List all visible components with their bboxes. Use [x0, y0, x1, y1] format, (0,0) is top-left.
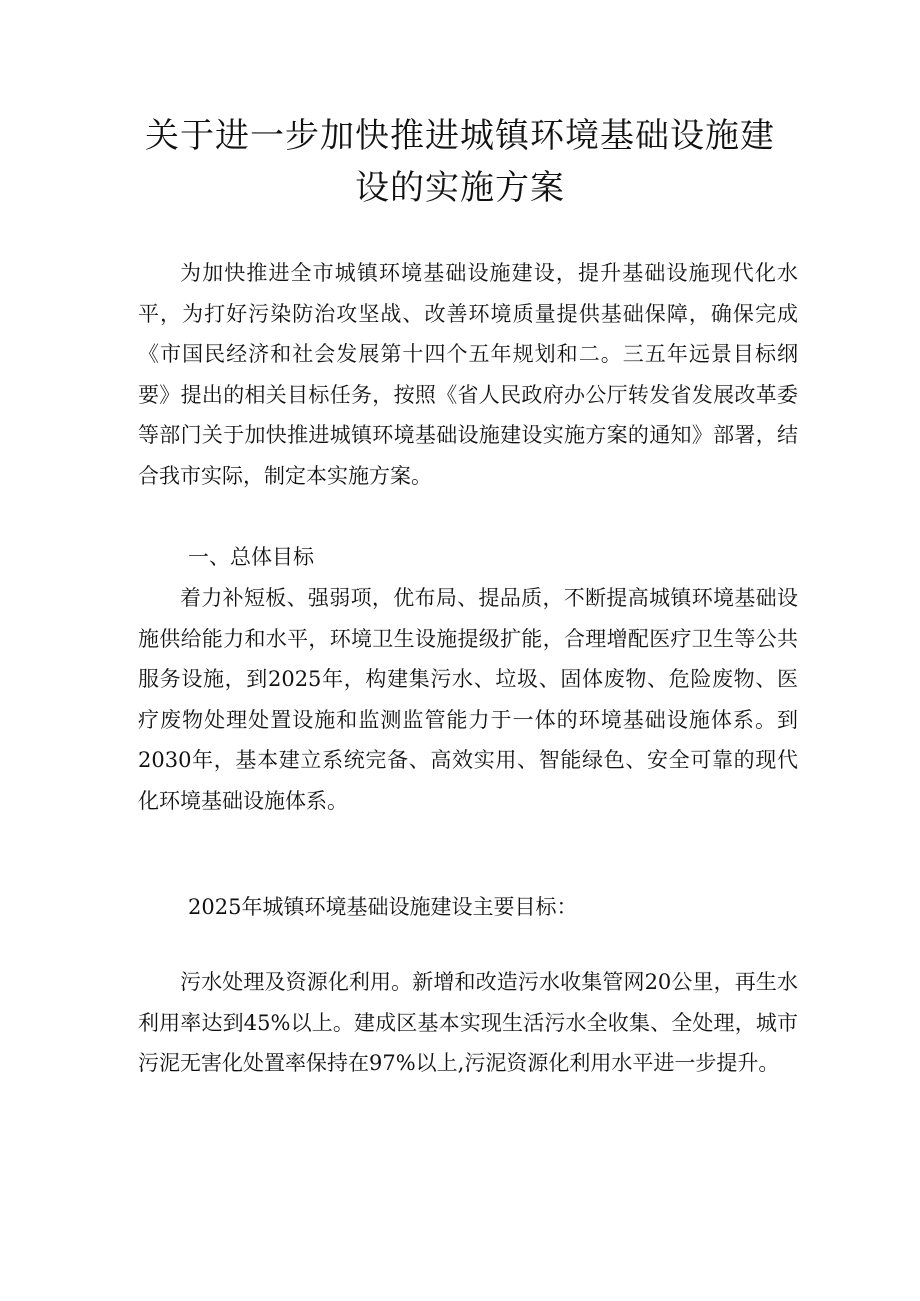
- targets-intro: 2025年城镇环境基础设施建设主要目标：: [188, 895, 578, 919]
- document-title-line-2: 设的实施方案: [355, 168, 565, 208]
- intro-paragraph: 为加快推进全市城镇环境基础设施建设，提升基础设施现代化水平，为打好污染防治攻坚战、改善环境质量提供基础保障，确保完成《市国民经济和社会发展第十四个五年规划和二。三五年远景目标纲要》提出的相关目标任务，按照《省人民政府办公厅转发省发展改革委等部门关于加快推进城镇环境基础设施建设实施方案的通知》部署，结合我市实际，制定本实施方案。: [138, 261, 798, 488]
- sewage-treatment-paragraph: 污水处理及资源化利用。新增和改造污水收集管网20公里，再生水利用率达到45%以上。建成区基本实现生活污水全收集、全处理，城市污泥无害化处置率保持在97%以上,污泥资源化利用水平进一步提升。: [138, 970, 798, 1075]
- document-title-line-1: 关于进一步加快推进城镇环境基础设施建: [145, 116, 775, 156]
- section-heading-overall-goals: 一、总体目标: [188, 545, 314, 569]
- overall-goals-paragraph: 着力补短板、强弱项，优布局、提品质，不断提高城镇环境基础设施供给能力和水平，环境卫生设施提级扩能，合理增配医疗卫生等公共服务设施，到2025年，构建集污水、垃圾、固体废物、危险废物、医疗废物处理处置设施和监测监管能力于一体的环境基础设施体系。到2030年，基本建立系统完备、高效实用、智能绿色、安全可靠的现代化环境基础设施体系。: [138, 586, 798, 813]
